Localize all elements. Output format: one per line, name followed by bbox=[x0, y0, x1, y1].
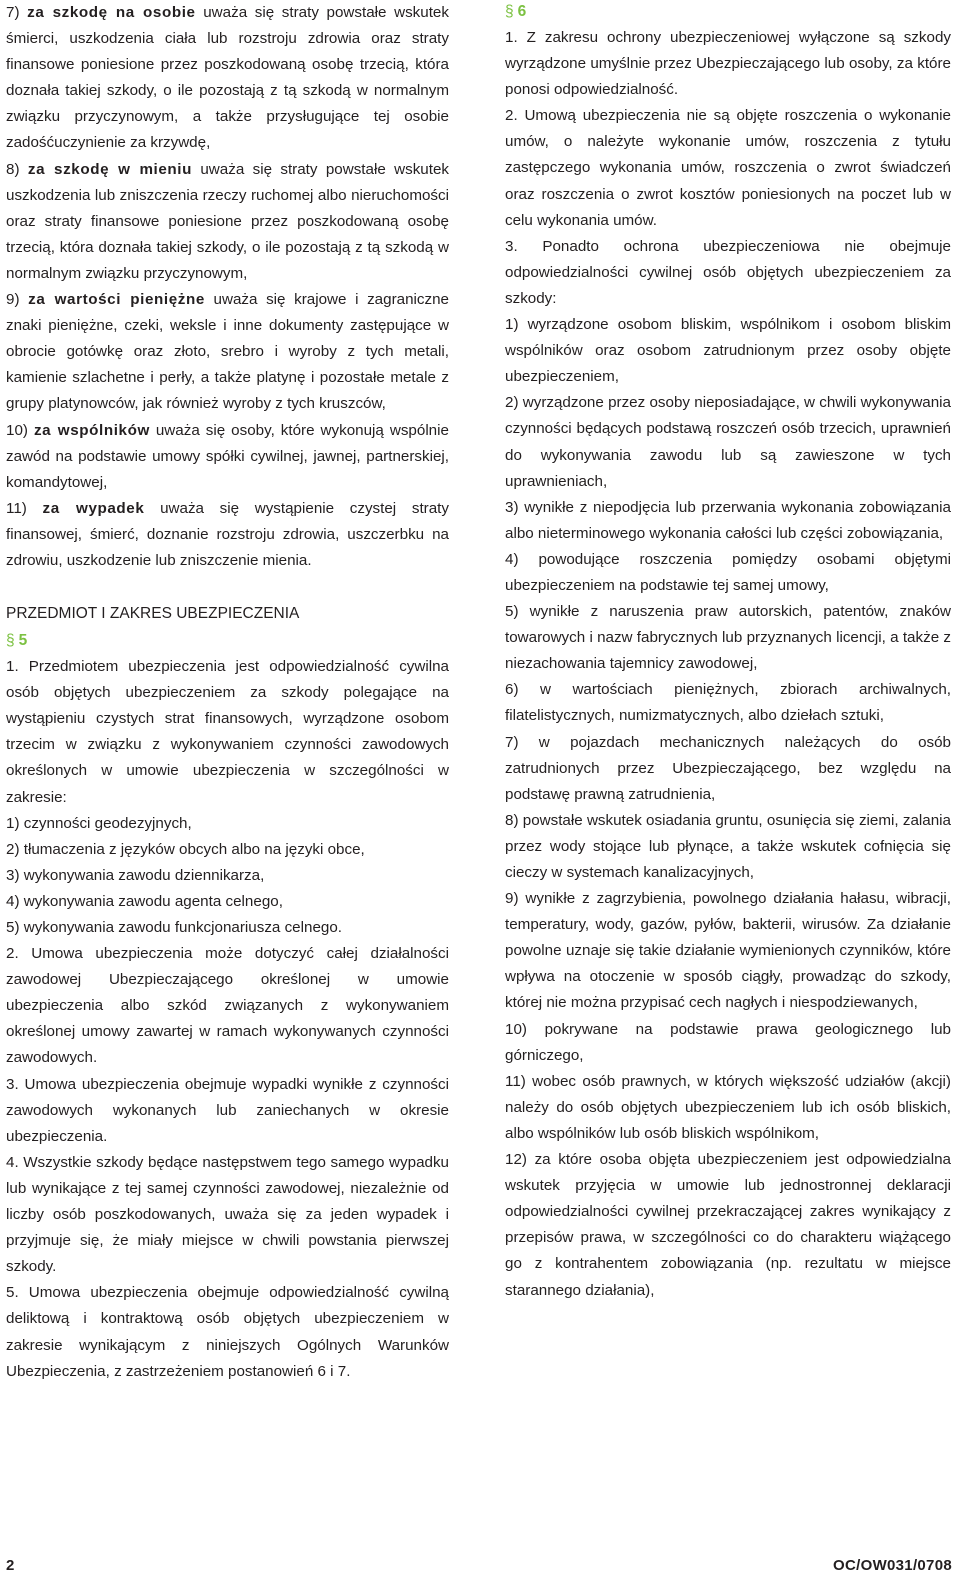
paragraph-5-1: 1. Przedmiotem ubezpieczenia jest odpowiedzialność cywilna osób objętych ubezpieczeniem za szkody polegające na wystąpieniu czystych strat finansowych, wyrządzone osobom trzecim w związku z wykonywaniem czynności zawodowych określonych w umowie ubezpieczenia w szczególności w zakresie: bbox=[6, 658, 449, 806]
definition-term: za wypadek bbox=[42, 499, 145, 517]
paragraph-6-3: 3. Ponadto ochrona ubezpieczeniowa nie obejmuje odpowiedzialności cywilnej osób objętych ubezpieczeniem za szkody: bbox=[505, 237, 951, 307]
definition-number: 11) bbox=[6, 499, 27, 517]
list-item: 9) wynikłe z zagrzybienia, powolnego działania hałasu, wibracji, temperatury, wody, gazów, pyłów, bakterii, wirusów. Za działanie powolne uznaje się takie działanie wymienionych czynników, które wpływa na otoczenie w sposób ciągły, prowadząc do szkody, której nie można przypisać cech nagłych i niespodziewanych, bbox=[505, 890, 951, 1012]
definition-number: 8) bbox=[6, 160, 20, 178]
list-item: 3) wykonywania zawodu dziennikarza, bbox=[6, 866, 265, 884]
left-column bbox=[6, 0, 449, 1385]
definition-number: 10) bbox=[6, 421, 28, 439]
section-number: 6 bbox=[517, 3, 527, 20]
section-heading: PRZEDMIOT I ZAKRES UBEZPIECZENIA bbox=[6, 605, 300, 623]
definition-text: uważa się wystąpienie czystej straty finansowej, śmierć, doznanie rozstroju zdrowia, uszczerbku na zdrowiu, uszkodzenie lub zniszczenie mienia. bbox=[6, 499, 449, 569]
definition-text: uważa się straty powstałe wskutek śmierci, uszkodzenia ciała lub rozstroju zdrowia oraz straty finansowe poniesione przez poszkodowaną osobę trzecią, która doznała takiej szkody, o ile pozostają z tą szkodą w normalnym związku przyczynowym, a także przysługujące tej osobie zadośćuczynienie za krzywdę, bbox=[6, 4, 449, 152]
list-item: 11) wobec osób prawnych, w których większość udziałów (akcji) należy do osób objętych ubezpieczeniem lub ich osób bliskich, albo wspólników lub osób bliskich wspólnikom, bbox=[505, 1072, 951, 1142]
list-item: 4) wykonywania zawodu agenta celnego, bbox=[6, 892, 283, 910]
paragraph-6-1: 1. Z zakresu ochrony ubezpieczeniowej wyłączone są szkody wyrządzone umyślnie przez Ubezpieczającego lub osoby, za które ponosi odpowiedzialność. bbox=[505, 29, 951, 99]
definition-text: uważa się krajowe i zagraniczne znaki pieniężne, czeki, weksle i inne dokumenty zastępujące w obrocie gotówkę oraz złoto, srebro i wyroby z tych metali, kamienie szlachetne i perły, a także platynę i pozostałe metale z grupy platynowców, jak również wyroby z tych kruszców, bbox=[6, 291, 449, 413]
definition-term: za szkodę na osobie bbox=[27, 4, 196, 21]
list-item: 1) czynności geodezyjnych, bbox=[6, 814, 192, 832]
list-item: 7) w pojazdach mechanicznych należących do osób zatrudnionych przez Ubezpieczającego, bez względu na podstawę prawną zatrudnienia, bbox=[505, 733, 951, 803]
section-5-marker bbox=[6, 628, 449, 654]
list-item: 3) wynikłe z niepodjęcia lub przerwania wykonania zobowiązania albo nieterminowego wykonania całości lub części zobowiązania, bbox=[505, 498, 951, 542]
definition-term: za wartości pieniężne bbox=[28, 291, 205, 309]
list-item: 5) wynikłe z naruszenia praw autorskich, patentów, znaków towarowych i nazw fabrycznych lub przyznanych licencji, a także z niezachowania tajemnicy zawodowej, bbox=[505, 603, 951, 673]
list-item: 4) powodujące roszczenia pomiędzy osobami objętymi ubezpieczeniem na podstawie tej samej umowy, bbox=[505, 550, 951, 594]
definition-term: za szkodę w mieniu bbox=[27, 160, 192, 178]
definition-10 bbox=[6, 418, 449, 496]
list-item: 10) pokrywane na podstawie prawa geologicznego lub górniczego, bbox=[505, 1020, 951, 1064]
list-item: 2) wyrządzone przez osoby nieposiadające, w chwili wykonywania czynności będących podstawą roszczeń osób trzecich, uprawnień do wykonywania zawodu lub są zawieszone w tych uprawnieniach, bbox=[505, 394, 951, 490]
list-item: 5) wykonywania zawodu funkcjonariusza celnego. bbox=[6, 919, 343, 936]
list-item: 8) powstałe wskutek osiadania gruntu, osunięcia się ziemi, zalania przez wody stojące lub płynące, a także wskutek cofnięcia się cieczy w systemach kanalizacyjnych, bbox=[505, 811, 951, 881]
section-6-marker bbox=[505, 0, 951, 25]
document-code: OC/OW031/0708 bbox=[833, 1557, 952, 1574]
list-item: 6) w wartościach pieniężnych, zbiorach archiwalnych, filatelistycznych, numizmatycznych, albo dziełach sztuki, bbox=[505, 681, 951, 725]
definition-11 bbox=[6, 496, 449, 574]
section-number: 5 bbox=[18, 632, 28, 650]
page-number: 2 bbox=[6, 1557, 15, 1574]
definition-number: 7) bbox=[6, 4, 20, 21]
definition-text: uważa się straty powstałe wskutek uszkodzenia lub zniszczenia rzeczy ruchomej albo nieruchomości oraz straty finansowe poniesione przez poszkodowaną osobę trzecią, która doznała takiej szkody, o ile pozostają z tą szkodą w normalnym związku przyczynowym, bbox=[6, 160, 449, 282]
paragraph-5-5: 5. Umowa ubezpieczenia obejmuje odpowiedzialność cywilną deliktową i kontraktową osób objętych ubezpieczeniem w zakresie wynikającym z niniejszych Ogólnych Warunków Ubezpieczenia, z zastrzeżeniem postanowień 6 i 7. bbox=[6, 1284, 449, 1380]
list-item: 2) tłumaczenia z języków obcych albo na języki obce, bbox=[6, 840, 365, 858]
definition-text: uważa się osoby, które wykonują wspólnie zawód na podstawie umowy spółki cywilnej, jawnej, partnerskiej, komandytowej, bbox=[6, 421, 449, 491]
section-symbol: § bbox=[6, 632, 15, 650]
list-item: 1) wyrządzone osobom bliskim, wspólnikom i osobom bliskim wspólników oraz osobom zatrudnionym przez osoby objęte ubezpieczeniem, bbox=[505, 316, 951, 386]
list-item: 12) za które osoba objęta ubezpieczeniem jest odpowiedzialna wskutek przyjęcia w umowie lub jednostronnej deklaracji odpowiedzialności cywilnej przekraczającej zakres wynikający z przepisów prawa, w szczególności co do charakteru wiążącego go z kontrahentem zobowiązania (np. rezultatu w miejsce starannego działania), bbox=[505, 1151, 951, 1299]
paragraph-5-3: 3. Umowa ubezpieczenia obejmuje wypadki wynikłe z czynności zawodowych wykonanych lub zaniechanych w okresie ubezpieczenia. bbox=[6, 1075, 449, 1145]
paragraph-6-2: 2. Umową ubezpieczenia nie są objęte roszczenia o wykonanie umów, o należyte wykonanie umów, roszczenia z tytułu zastępczego wykonania umów, roszczenia o zwrot świadczeń oraz roszczenia o zwrot kosztów poniesionych na poczet lub w celu wykonania umów. bbox=[505, 107, 951, 229]
right-column bbox=[505, 0, 951, 1304]
paragraph-5-2: 2. Umowa ubezpieczenia może dotyczyć całej działalności zawodowej Ubezpieczającego określonej w umowie ubezpieczenia albo szkód związanych z wykonywaniem określonej umowy zawartej w ramach wykonywanych czynności zawodowych. bbox=[6, 945, 449, 1067]
definition-8 bbox=[6, 157, 449, 287]
section-symbol: § bbox=[505, 3, 514, 20]
paragraph-5-4: 4. Wszystkie szkody będące następstwem tego samego wypadku lub wynikające z tej samej czynności zawodowej, niezależnie od liczby osób poszkodowanych, uważa się za jeden wypadek i przyjmuje się, że miały miejsce w chwili powstania pierwszej szkody. bbox=[6, 1153, 449, 1276]
definition-term: za wspólników bbox=[33, 421, 150, 439]
definition-9 bbox=[6, 287, 449, 417]
definition-number: 9) bbox=[6, 291, 20, 309]
definition-7 bbox=[6, 0, 449, 157]
